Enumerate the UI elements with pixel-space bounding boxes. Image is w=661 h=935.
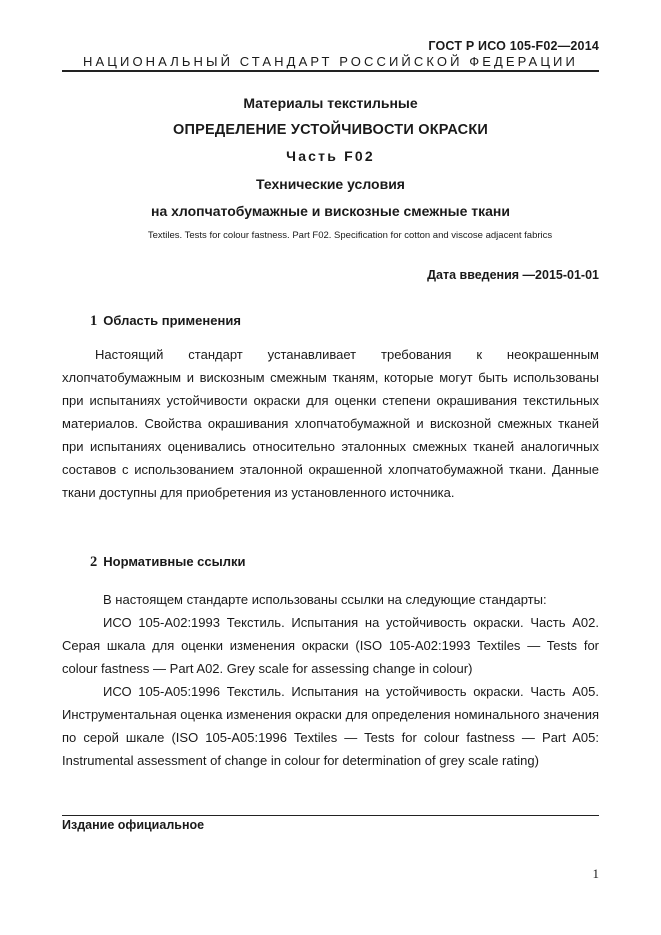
introduction-date: Дата введения —2015-01-01 xyxy=(427,268,599,282)
section-2-heading xyxy=(90,554,246,571)
footer-divider xyxy=(62,815,599,816)
title-line-5: на хлопчатобумажные и вискозные смежные ткани xyxy=(150,203,510,219)
section-1-number: 1 xyxy=(90,313,98,329)
document-code: ГОСТ Р ИСО 105-F02—2014 xyxy=(428,39,599,53)
section-2-intro: В настоящем стандарте использованы ссылки на следующие стандарты: xyxy=(103,592,547,607)
section-1-heading xyxy=(90,313,241,330)
title-line-1: Материалы текстильные xyxy=(243,95,418,111)
english-title: Textiles. Tests for colour fastness. Part F02. Specification for cotton and viscose adjacent fabrics xyxy=(147,230,553,241)
reference-1: ИСО 105-A02:1993 Текстиль. Испытания на устойчивость окраски. Часть A02. Серая шкала для оценки изменения окраски (ISO 105-A02:1993 Textiles — Tests for colour fastness — Part A02. Grey scale for assessing change in colour) xyxy=(62,615,599,676)
reference-2: ИСО 105-A05:1996 Текстиль. Испытания на устойчивость окраски. Часть A05. Инструментальная оценка изменения окраски для определения номинального значения по серой шкале (ISO 105-A05:1996 Textiles — Tests for colour fastness — Part A05: Instrumental assessment of change in colour for determination of grey scale rating) xyxy=(62,684,599,768)
title-line-4: Технические условия xyxy=(256,176,405,192)
section-2-title: Нормативные ссылки xyxy=(103,554,246,569)
section-1-title: Область применения xyxy=(103,313,241,328)
standard-header: НАЦИОНАЛЬНЫЙ СТАНДАРТ РОССИЙСКОЙ ФЕДЕРАЦИИ xyxy=(83,54,578,69)
title-line-3: Часть F02 xyxy=(286,148,375,164)
edition-label: Издание официальное xyxy=(62,818,205,832)
page-number: 1 xyxy=(592,866,599,881)
header-divider xyxy=(62,70,599,72)
section-1-paragraph: Настоящий стандарт устанавливает требования к неокрашенным хлопчатобумажным и вискозным смежным тканям, которые могут быть использованы при испытаниях устойчивости окраски для оценки степени окрашивания текстильных материалов. Свойства окрашивания хлопчатобумажной и вискозной смежных тканей при испытаниях оценивались относительно эталонных смежных тканей аналогичных составов с использованием эталонной окрашенной хлопчатобумажной ткани. Данные ткани доступны для приобретения из установленного источника. xyxy=(62,347,599,500)
title-line-2: ОПРЕДЕЛЕНИЕ УСТОЙЧИВОСТИ ОКРАСКИ xyxy=(172,122,488,138)
section-2-number: 2 xyxy=(90,554,98,570)
